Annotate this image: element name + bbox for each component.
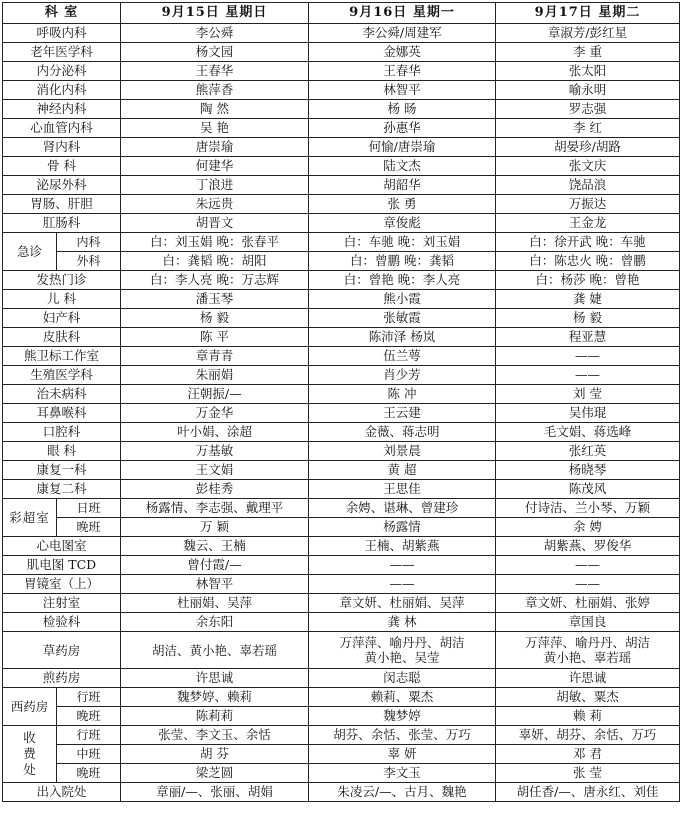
duty-cell: 李文玉 [309, 764, 496, 783]
duty-cell: 张太阳 [496, 62, 680, 81]
duty-cell: 章文妍、杜丽娟、张婷 [496, 594, 680, 613]
dept-cell: 出入院处 [3, 783, 121, 802]
dept-cell: 胃镜室（上） [3, 575, 121, 594]
duty-cell: 李 红 [496, 119, 680, 138]
dept-cell: 心电图室 [3, 537, 121, 556]
table-row [3, 613, 680, 632]
duty-cell: 陈 冲 [309, 385, 496, 404]
table-row [3, 119, 680, 138]
duty-cell: 曾付霞/— [121, 556, 309, 575]
dept-cell: 骨 科 [3, 157, 121, 176]
dept-cell: 内分泌科 [3, 62, 121, 81]
dept-cell: 口腔科 [3, 423, 121, 442]
duty-cell: 万金华 [121, 404, 309, 423]
duty-cell: 张敏霞 [309, 309, 496, 328]
duty-line: 万萍萍、喻丹丹、胡洁 [339, 635, 465, 650]
duty-cell: 黄 超 [309, 461, 496, 480]
duty-cell: 胡韶华 [309, 176, 496, 195]
duty-cell: 魏梦婷 [309, 707, 496, 726]
dept-cell: 耳鼻喉科 [3, 404, 121, 423]
duty-cell: 陈茂风 [496, 480, 680, 499]
duty-cell: 龚 婕 [496, 290, 680, 309]
table-row [3, 347, 680, 366]
table-row [3, 43, 680, 62]
table-row [3, 783, 680, 802]
duty-cell: 吴伟琨 [496, 404, 680, 423]
table-row [3, 480, 680, 499]
duty-cell: 熊小霞 [309, 290, 496, 309]
duty-cell: 李公舜/周建军 [309, 24, 496, 43]
dept-cell: 神经内科 [3, 100, 121, 119]
dept-cell: 儿 科 [3, 290, 121, 309]
group-label: 急诊 [16, 243, 42, 259]
duty-cell: 伍兰萼 [309, 347, 496, 366]
table-row [3, 764, 680, 783]
table-row [3, 138, 680, 157]
dept-cell: 皮肤科 [3, 328, 121, 347]
duty-cell: 肖少芳 [309, 366, 496, 385]
duty-cell: 汪朝振/— [121, 385, 309, 404]
dept-cell: 检验科 [3, 613, 121, 632]
duty-cell: 王春华 [309, 62, 496, 81]
table-row [3, 707, 680, 726]
duty-cell: 何建华 [121, 157, 309, 176]
group-char: 费 [23, 746, 36, 761]
table-row [3, 309, 680, 328]
table-row [3, 252, 680, 271]
duty-cell: 陈莉莉 [121, 707, 309, 726]
table-row [3, 461, 680, 480]
duty-cell: 杨晓琴 [496, 461, 680, 480]
duty-cell: 吴 艳 [121, 119, 309, 138]
duty-line: 黄小艳、吴莹 [364, 650, 440, 665]
duty-cell: 许思诚 [496, 669, 680, 688]
duty-cell: 王楠、胡紫燕 [309, 537, 496, 556]
duty-cell: 付诗洁、兰小琴、万颖 [496, 499, 680, 518]
duty-cell: 喻永明 [496, 81, 680, 100]
duty-cell: 李 重 [496, 43, 680, 62]
table-row [3, 290, 680, 309]
sub-dept-cell: 中班 [57, 745, 121, 764]
dept-cell: 发热门诊 [3, 271, 121, 290]
duty-cell: —— [496, 366, 680, 385]
duty-cell [496, 632, 680, 669]
table-row [3, 24, 680, 43]
duty-cell [309, 632, 496, 669]
table-row [3, 233, 680, 252]
duty-cell: 许思诚 [121, 669, 309, 688]
dept-cell: 泌尿外科 [3, 176, 121, 195]
dept-cell: 煎药房 [3, 669, 121, 688]
sub-dept-cell: 内科 [57, 233, 121, 252]
table-row [3, 688, 680, 707]
duty-cell: 朱丽娟 [121, 366, 309, 385]
sub-dept-cell: 外科 [57, 252, 121, 271]
duty-cell: 程亚慧 [496, 328, 680, 347]
dept-cell: 肌电图 TCD [3, 556, 121, 575]
duty-cell: 陶 然 [121, 100, 309, 119]
table-row [3, 556, 680, 575]
dept-cell: 注射室 [3, 594, 121, 613]
table-row [3, 537, 680, 556]
duty-cell: 余娉、谌琳、曾建珍 [309, 499, 496, 518]
duty-cell: 白：徐开武 晚：车驰 [496, 233, 680, 252]
dept-cell: 治未病科 [3, 385, 121, 404]
duty-cell: 朱凌云/—、古月、魏艳 [309, 783, 496, 802]
duty-cell: 杨 旸 [309, 100, 496, 119]
dept-cell: 肛肠科 [3, 214, 121, 233]
duty-cell: 赖 莉 [496, 707, 680, 726]
duty-cell: 杨露情 [309, 518, 496, 537]
duty-cell: 杨文园 [121, 43, 309, 62]
duty-cell: 万振达 [496, 195, 680, 214]
dept-cell: 肾内科 [3, 138, 121, 157]
duty-cell: 孙惠华 [309, 119, 496, 138]
duty-cell: 饶品浪 [496, 176, 680, 195]
dept-cell: 妇产科 [3, 309, 121, 328]
table-row [3, 575, 680, 594]
duty-cell: 林智平 [121, 575, 309, 594]
table-row [3, 442, 680, 461]
header-day-1: 9月15日 星期日 [121, 3, 309, 24]
duty-cell: 魏梦婷、赖莉 [121, 688, 309, 707]
duty-cell: 白：车驰 晚：刘玉娟 [309, 233, 496, 252]
dept-cell: 草药房 [3, 632, 121, 669]
duty-cell: 章文妍、杜丽娟、吴萍 [309, 594, 496, 613]
table-row [3, 423, 680, 442]
duty-cell: 章青青 [121, 347, 309, 366]
duty-cell: 赖莉、粟杰 [309, 688, 496, 707]
duty-cell: 章淑芳/彭红星 [496, 24, 680, 43]
duty-cell: 金娜英 [309, 43, 496, 62]
group-char: 收 [23, 730, 36, 745]
duty-cell: 叶小娟、涂超 [121, 423, 309, 442]
group-cell-western-pharmacy: 西药房 [3, 688, 57, 726]
duty-cell: 魏云、王楠 [121, 537, 309, 556]
group-cell-ultrasound: 彩超室 [3, 499, 57, 537]
duty-cell: 万 颖 [121, 518, 309, 537]
table-row [3, 594, 680, 613]
table-row [3, 404, 680, 423]
dept-cell: 康复二科 [3, 480, 121, 499]
group-cell-emergency [3, 233, 57, 271]
header-day-2: 9月16日 星期一 [309, 3, 496, 24]
duty-cell: 罗志强 [496, 100, 680, 119]
duty-cell: 李公舜 [121, 24, 309, 43]
duty-cell: 张 莹 [496, 764, 680, 783]
duty-cell: 章俊彪 [309, 214, 496, 233]
duty-cell: 胡洁、黄小艳、辜若瑶 [121, 632, 309, 669]
duty-cell: 唐崇瑜 [121, 138, 309, 157]
duty-cell: 白：陈忠火 晚：曾鹏 [496, 252, 680, 271]
duty-cell: —— [309, 556, 496, 575]
duty-cell: 杜丽娟、吴萍 [121, 594, 309, 613]
duty-cell: 彭桂秀 [121, 480, 309, 499]
table-row [3, 195, 680, 214]
duty-cell: 胡晏珍/胡路 [496, 138, 680, 157]
duty-cell: 余 娉 [496, 518, 680, 537]
table-row [3, 632, 680, 669]
duty-cell: 辜妍、胡芬、余恬、万巧 [496, 726, 680, 745]
table-row [3, 176, 680, 195]
sub-dept-cell: 晚班 [57, 764, 121, 783]
duty-cell: 王金龙 [496, 214, 680, 233]
duty-cell: 闵志聪 [309, 669, 496, 688]
duty-cell: 张 勇 [309, 195, 496, 214]
duty-cell: 陆文杰 [309, 157, 496, 176]
table-row [3, 271, 680, 290]
duty-schedule-table [2, 2, 680, 802]
table-row [3, 745, 680, 764]
duty-cell: 余东阳 [121, 613, 309, 632]
duty-cell: 胡紫燕、罗俊华 [496, 537, 680, 556]
sub-dept-cell: 行班 [57, 688, 121, 707]
duty-cell: 张红英 [496, 442, 680, 461]
table-row [3, 157, 680, 176]
duty-cell: 章国良 [496, 613, 680, 632]
duty-cell: 王春华 [121, 62, 309, 81]
duty-cell: 毛文娟、蒋选峰 [496, 423, 680, 442]
duty-cell: 胡任香/—、唐永红、刘佳 [496, 783, 680, 802]
duty-cell: 陈 平 [121, 328, 309, 347]
schedule-body [3, 24, 680, 802]
table-row [3, 726, 680, 745]
header-dept: 科 室 [3, 3, 121, 24]
dept-cell: 康复一科 [3, 461, 121, 480]
dept-cell: 消化内科 [3, 81, 121, 100]
duty-cell: 白：杨莎 晚：曾艳 [496, 271, 680, 290]
dept-cell: 生殖医学科 [3, 366, 121, 385]
dept-cell: 胃肠、肝胆 [3, 195, 121, 214]
table-row [3, 669, 680, 688]
sub-dept-cell: 日班 [57, 499, 121, 518]
duty-cell: 杨露情、李志强、戴理平 [121, 499, 309, 518]
duty-cell: 刘景晨 [309, 442, 496, 461]
duty-cell: —— [496, 575, 680, 594]
duty-cell: 金薇、蒋志明 [309, 423, 496, 442]
duty-cell: 龚 林 [309, 613, 496, 632]
duty-cell: —— [496, 347, 680, 366]
duty-cell: 白：龚韬 晚：胡阳 [121, 252, 309, 271]
duty-cell: 白：李人亮 晚：万志辉 [121, 271, 309, 290]
duty-cell: 王思佳 [309, 480, 496, 499]
duty-cell: 白：刘玉娟 晚：张春平 [121, 233, 309, 252]
dept-cell: 熊卫标工作室 [3, 347, 121, 366]
duty-line: 万萍萍、喻丹丹、胡洁 [524, 635, 650, 650]
duty-cell: 胡芬、余恬、张莹、万巧 [309, 726, 496, 745]
duty-cell: —— [496, 556, 680, 575]
group-char: 处 [23, 762, 36, 777]
duty-cell: 陈沛泽 杨岚 [309, 328, 496, 347]
table-row [3, 81, 680, 100]
duty-cell: 邓 君 [496, 745, 680, 764]
duty-cell: 辜 妍 [309, 745, 496, 764]
duty-cell: 胡敏、粟杰 [496, 688, 680, 707]
duty-cell: 白：曾艳 晚：李人亮 [309, 271, 496, 290]
duty-cell: 胡 芬 [121, 745, 309, 764]
dept-cell: 心血管内科 [3, 119, 121, 138]
duty-cell: 朱远贵 [121, 195, 309, 214]
duty-cell: 何愉/唐崇瑜 [309, 138, 496, 157]
duty-cell: 杨 毅 [121, 309, 309, 328]
table-row [3, 366, 680, 385]
dept-cell: 老年医学科 [3, 43, 121, 62]
duty-cell: 熊萍香 [121, 81, 309, 100]
table-row [3, 62, 680, 81]
table-row [3, 499, 680, 518]
duty-line: 黄小艳、辜若瑶 [543, 650, 632, 665]
duty-cell: 潘玉琴 [121, 290, 309, 309]
table-row [3, 518, 680, 537]
duty-cell: 章丽/—、张丽、胡娟 [121, 783, 309, 802]
sub-dept-cell: 晚班 [57, 707, 121, 726]
duty-cell: 刘 莹 [496, 385, 680, 404]
duty-cell: 万基敏 [121, 442, 309, 461]
duty-cell: 杨 毅 [496, 309, 680, 328]
header-row [3, 3, 680, 24]
dept-cell: 呼吸内科 [3, 24, 121, 43]
table-row [3, 328, 680, 347]
duty-cell: 白：曾鹏 晚：龚韬 [309, 252, 496, 271]
group-cell-cashier [3, 726, 57, 783]
dept-cell: 眼 科 [3, 442, 121, 461]
table-row [3, 100, 680, 119]
duty-cell: 丁浪进 [121, 176, 309, 195]
duty-cell: 胡晋文 [121, 214, 309, 233]
duty-cell: 林智平 [309, 81, 496, 100]
duty-cell: 张文庆 [496, 157, 680, 176]
sub-dept-cell: 行班 [57, 726, 121, 745]
table-row [3, 385, 680, 404]
header-day-3: 9月17日 星期二 [496, 3, 680, 24]
sub-dept-cell: 晚班 [57, 518, 121, 537]
duty-cell: 张莹、李文玉、余恬 [121, 726, 309, 745]
duty-cell: 王云建 [309, 404, 496, 423]
duty-cell: —— [309, 575, 496, 594]
duty-cell: 梁芝圆 [121, 764, 309, 783]
duty-cell: 王文娟 [121, 461, 309, 480]
table-row [3, 214, 680, 233]
